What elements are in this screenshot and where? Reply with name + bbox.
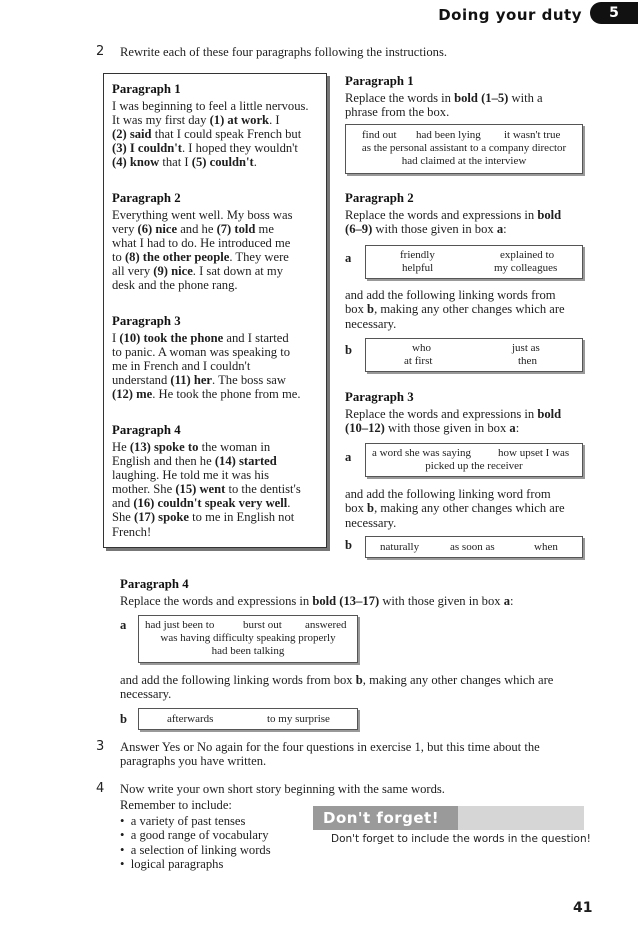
story-line: (3) I couldn't. I hoped they wouldn't	[112, 141, 298, 156]
box-word: naturally	[380, 541, 420, 553]
box-word: just as	[512, 342, 540, 354]
exercise-4-intro: Now write your own short story beginning with the same words.	[120, 782, 445, 796]
word-box-2a	[365, 245, 583, 279]
unit-number-tab: 5	[590, 2, 638, 24]
bullet-item: • a good range of vocabulary	[120, 828, 269, 843]
instr-p3-title: Paragraph 3	[345, 390, 414, 404]
instr-p1-title: Paragraph 1	[345, 74, 414, 88]
story-paragraph-2	[112, 208, 293, 293]
story-line: mother. She (15) went to the dentist's	[112, 482, 301, 497]
dont-forget-text: Don't forget to include the words in the question!	[331, 833, 591, 845]
instr-p4-title: Paragraph 4	[120, 577, 189, 591]
box-word: to my surprise	[267, 713, 330, 725]
word-box-4b	[138, 708, 358, 730]
box-word: had just been to	[145, 619, 215, 631]
box-word: had been lying	[416, 129, 481, 141]
box-b-label: b	[120, 712, 128, 726]
word-box-2b	[365, 338, 583, 372]
story-line: I (10) took the phone and I started	[112, 331, 289, 345]
instr-p2-text: Replace the words and expressions in bold (6–9) with those given in box a:	[345, 208, 562, 237]
bullet-item: • a variety of past tenses	[120, 814, 246, 828]
story-line: (2) said that I could speak French but	[112, 127, 302, 142]
story-line: Everything went well. My boss was	[112, 208, 293, 222]
box-word: at first	[404, 355, 433, 367]
instr-p4-text: Replace the words and expressions in bold (13–17) with those given in box a:	[120, 594, 514, 608]
box-word: helpful	[402, 262, 434, 274]
box-a-label: a	[345, 450, 352, 464]
box-word: picked up the receiver	[425, 460, 523, 472]
word-box-3a	[365, 443, 583, 477]
instr-p2-linking: and add the following linking words from box b, making any other changes which are necessary.	[345, 288, 565, 331]
story-paragraph-4	[112, 440, 301, 539]
exercise-3-number: 3	[96, 739, 105, 754]
box-word: a word she was saying	[372, 447, 471, 459]
instr-p3-linking: and add the following linking word from box b, making any other changes which are necessary.	[345, 487, 565, 530]
story-line: I was beginning to feel a little nervous.	[112, 99, 309, 113]
story-line: English and then he (14) started	[112, 454, 277, 469]
box-word: explained to	[500, 249, 555, 261]
story-p2-title: Paragraph 2	[112, 191, 181, 205]
story-line: It was my first day (1) at work. I	[112, 113, 280, 128]
exercise-2-number: 2	[96, 44, 105, 59]
exercise-4-number: 4	[96, 781, 105, 796]
story-line: to (8) the other people. They were	[112, 250, 289, 265]
story-line: He (13) spoke to the woman in	[112, 440, 271, 454]
box-word: had claimed at the interview	[401, 155, 527, 167]
story-line: and (16) couldn't speak very well.	[112, 496, 291, 511]
exercise-4-bullets	[120, 814, 271, 872]
exercise-3-text: Answer Yes or No again for the four questions in exercise 1, but this time about the paragraphs you have written.	[120, 740, 540, 769]
box-word: how upset I was	[498, 447, 570, 459]
box-word: then	[518, 355, 537, 367]
word-box-3b	[365, 536, 583, 558]
story-line: She (17) spoke to me in English not	[112, 510, 295, 525]
story-line: desk and the phone rang.	[112, 278, 238, 293]
exercise-4-remember: Remember to include:	[120, 798, 232, 812]
box-word: who	[412, 342, 431, 354]
box-b-label: b	[345, 343, 353, 357]
instr-p1-text: Replace the words in bold (1–5) with a phrase from the box.	[345, 91, 543, 120]
instr-p4-linking: and add the following linking words from box b, making any other changes which are necessary.	[120, 673, 554, 702]
story-paragraph-1	[112, 99, 309, 169]
story-line: French!	[112, 524, 152, 539]
box-word: my colleagues	[494, 262, 558, 274]
story-p1-title: Paragraph 1	[112, 82, 181, 96]
box-word: was having difficulty speaking properly	[160, 632, 336, 644]
story-line: very (6) nice and he (7) told me	[112, 222, 274, 237]
bullet-item: • a selection of linking words	[120, 842, 271, 857]
box-word: had been talking	[211, 645, 285, 657]
box-b-label: b	[345, 538, 353, 552]
box-word: friendly	[400, 249, 435, 261]
story-paragraph-3	[112, 331, 301, 401]
story-line: me in French and I couldn't	[112, 359, 251, 374]
word-box-4a	[138, 615, 358, 663]
box-word: afterwards	[167, 713, 214, 725]
exercise-2-instruction: Rewrite each of these four paragraphs following the instructions.	[120, 45, 447, 59]
box-word: it wasn't true	[504, 129, 561, 141]
story-line: all very (9) nice. I sat down at my	[112, 264, 284, 279]
instr-p3-text: Replace the words and expressions in bold (10–12) with those given in box a:	[345, 407, 562, 436]
story-line: what I had to do. He introduced me	[112, 236, 291, 251]
story-p3-title: Paragraph 3	[112, 314, 181, 328]
story-line: (12) me. He took the phone from me.	[112, 387, 301, 402]
story-line: understand (11) her. The boss saw	[112, 373, 286, 388]
box-word: when	[534, 541, 558, 553]
box-word: find out	[362, 129, 397, 141]
unit-title: Doing your duty	[438, 6, 582, 24]
dont-forget-banner: Don't forget!	[313, 806, 468, 830]
box-a-label: a	[120, 618, 127, 632]
box-word: as soon as	[450, 541, 495, 553]
story-p4-title: Paragraph 4	[112, 423, 181, 437]
dont-forget-strip	[458, 806, 584, 830]
box-word: burst out	[243, 619, 282, 631]
story-line: (4) know that I (5) couldn't.	[112, 155, 257, 170]
box-word: answered	[305, 619, 347, 631]
phrase-box-1	[345, 124, 583, 174]
box-word: as the personal assistant to a company director	[361, 142, 567, 154]
story-line: laughing. He told me it was his	[112, 468, 270, 483]
page-number: 41	[573, 900, 593, 916]
story-line: to panic. A woman was speaking to	[112, 345, 291, 360]
box-a-label: a	[345, 251, 352, 265]
bullet-item: • logical paragraphs	[120, 857, 224, 872]
instr-p2-title: Paragraph 2	[345, 191, 414, 205]
